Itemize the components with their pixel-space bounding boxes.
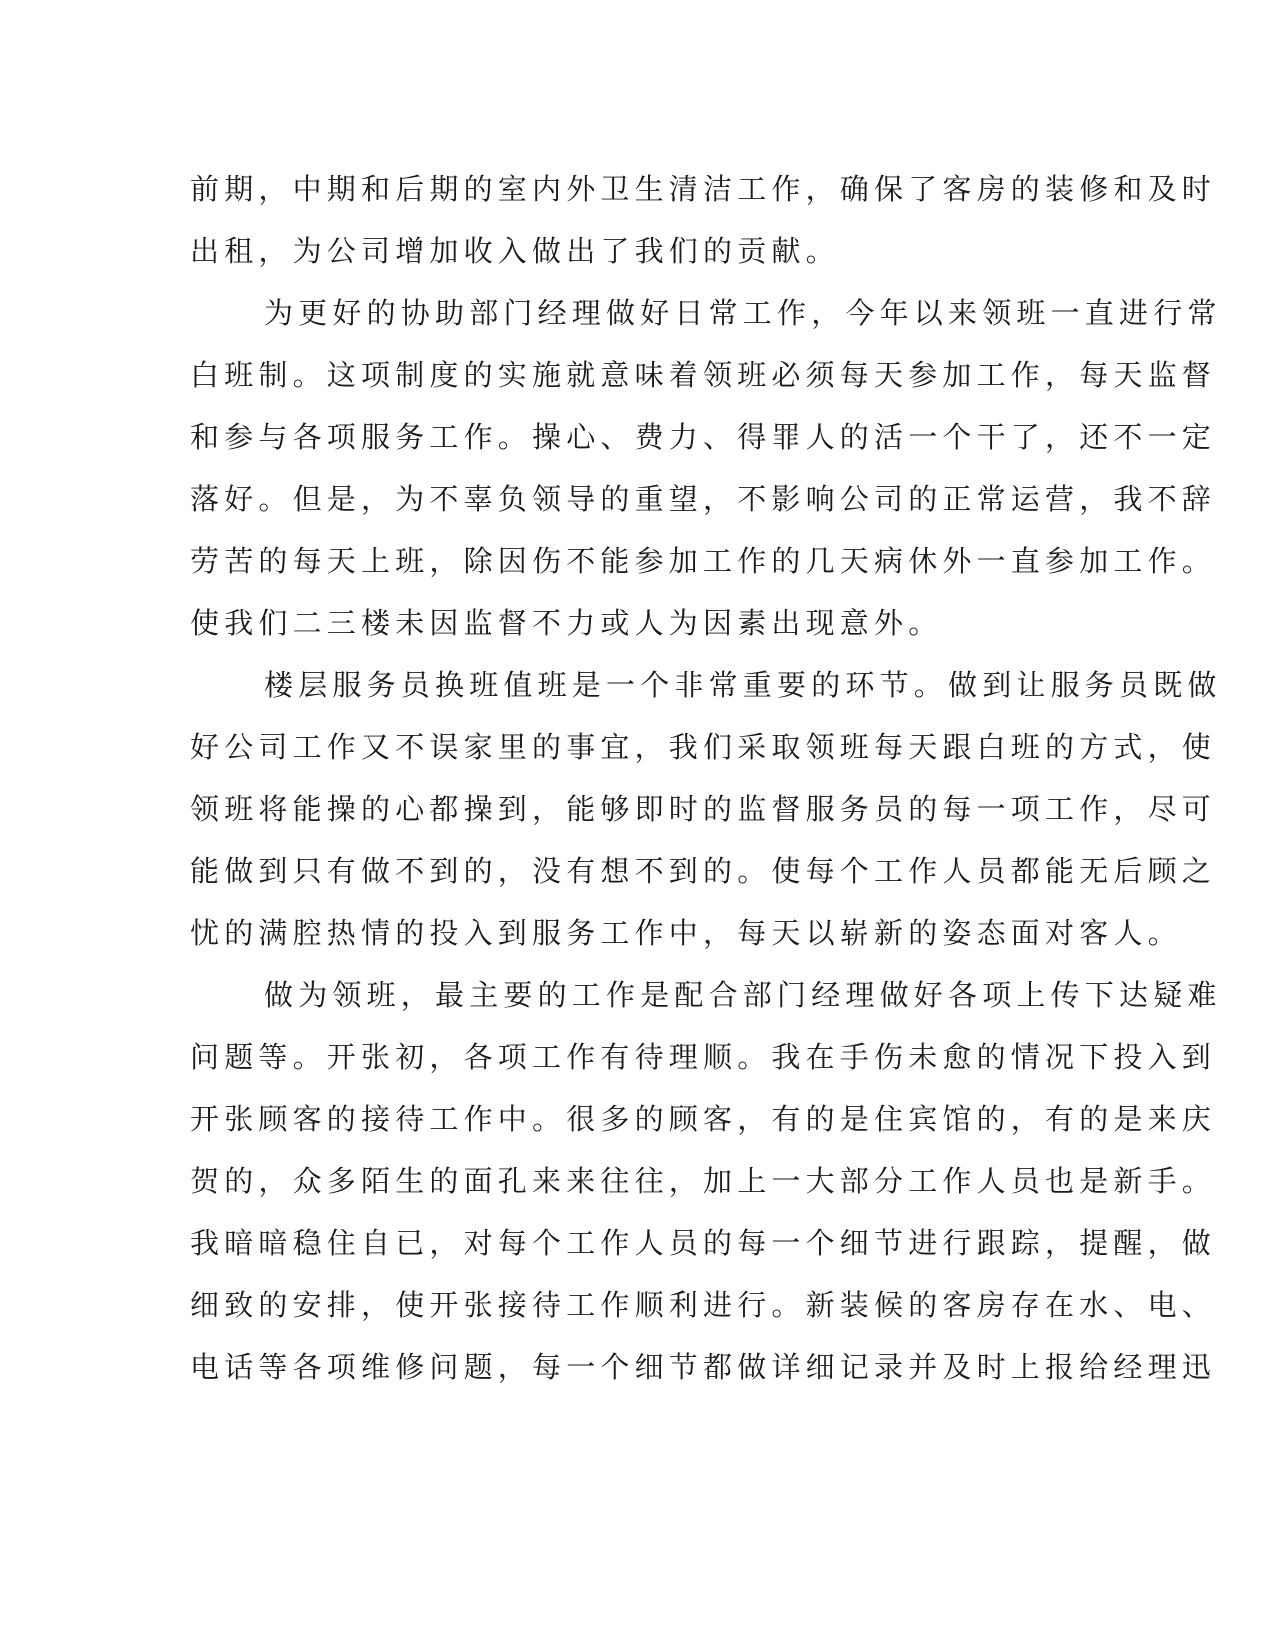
text-line: 问题等。开张初，各项工作有待理顺。我在手伤未愈的情况下投入到 [190, 1040, 1217, 1074]
text-line: 能做到只有做不到的，没有想不到的。使每个工作人员都能无后顾之 [190, 854, 1217, 888]
text-line: 领班将能操的心都操到，能够即时的监督服务员的每一项工作，尽可 [190, 792, 1217, 826]
text-line: 电话等各项维修问题，每一个细节都做详细记录并及时上报给经理迅 [190, 1350, 1217, 1384]
text-line: 前期，中期和后期的室内外卫生清洁工作，确保了客房的装修和及时 [190, 172, 1217, 206]
text-line: 出租，为公司增加收入做出了我们的贡献。 [190, 234, 840, 268]
text-line: 贺的，众多陌生的面孔来来往往，加上一大部分工作人员也是新手。 [190, 1164, 1217, 1198]
text-line: 使我们二三楼未因监督不力或人为因素出现意外。 [190, 606, 943, 640]
text-line: 细致的安排，使开张接待工作顺利进行。新装候的客房存在水、电、 [190, 1288, 1217, 1322]
text-line: 忧的满腔热情的投入到服务工作中，每天以崭新的姿态面对客人。 [190, 916, 1182, 950]
text-line: 劳苦的每天上班，除因伤不能参加工作的几天病休外一直参加工作。 [190, 544, 1217, 578]
paragraph-start-line: 为更好的协助部门经理做好日常工作，今年以来领班一直进行常 [264, 296, 1222, 330]
paragraph-start-line: 楼层服务员换班值班是一个非常重要的环节。做到让服务员既做 [264, 668, 1222, 702]
body-text [190, 158, 1222, 1398]
text-line: 好公司工作又不误家里的事宜，我们采取领班每天跟白班的方式，使 [190, 730, 1217, 764]
text-line: 我暗暗稳住自已，对每个工作人员的每一个细节进行跟踪，提醒，做 [190, 1226, 1217, 1260]
text-line: 白班制。这项制度的实施就意味着领班必须每天参加工作，每天监督 [190, 358, 1217, 392]
text-line: 开张顾客的接待工作中。很多的顾客，有的是住宾馆的，有的是来庆 [190, 1102, 1217, 1136]
paragraph-start-line: 做为领班，最主要的工作是配合部门经理做好各项上传下达疑难 [264, 978, 1222, 1012]
text-line: 落好。但是，为不辜负领导的重望，不影响公司的正常运营，我不辞 [190, 482, 1217, 516]
text-line: 和参与各项服务工作。操心、费力、得罪人的活一个干了，还不一定 [190, 420, 1217, 454]
